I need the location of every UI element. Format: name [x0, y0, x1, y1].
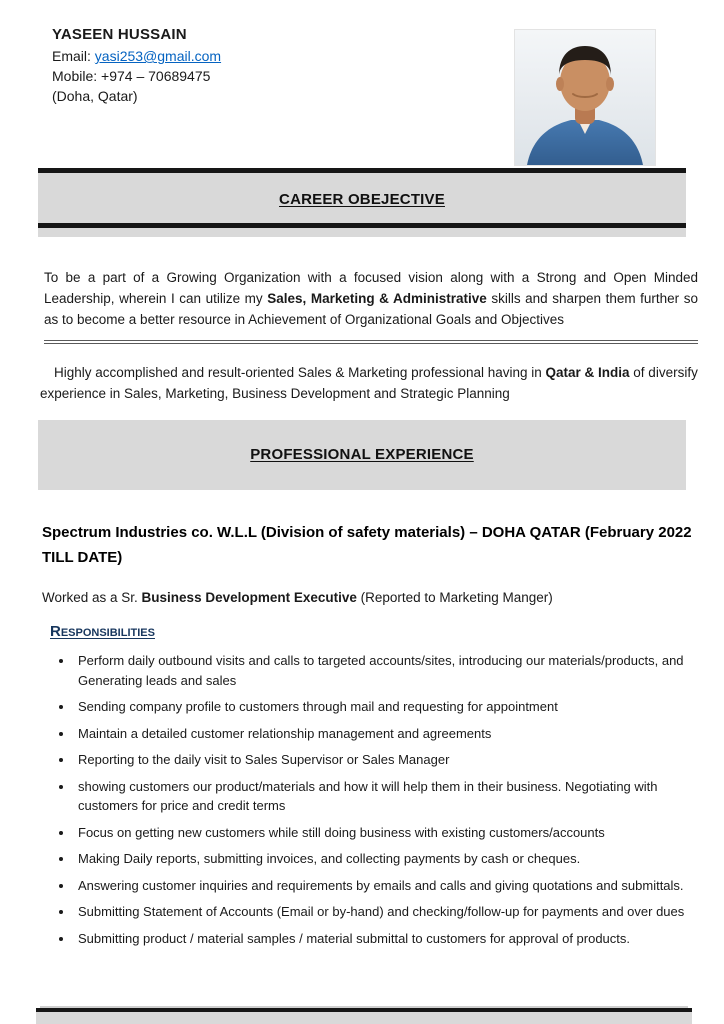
professional-experience-banner: [38, 420, 686, 490]
summary-text-2: of diversify experience in Sales, Marketing, Business Development and Strategic Planning: [40, 365, 698, 401]
responsibilities-title: Responsibilities: [50, 623, 155, 640]
profile-photo: [515, 30, 655, 165]
email-link[interactable]: yasi253@gmail.com: [94, 48, 222, 64]
objective-paragraph: [44, 267, 698, 330]
next-section-banner-partial: [36, 1008, 692, 1024]
responsibility-item: • Sending company profile to customers through mail and requesting for appointment: [74, 697, 694, 717]
email-label: Email:: [52, 48, 95, 64]
role-text-1: Worked as a Sr.: [42, 590, 142, 605]
summary-paragraph: [40, 362, 698, 404]
career-objective-banner: [38, 168, 686, 237]
objective-text-1: To be a part of a Growing Organization with a focused vision along with a Strong and Open Minded Leadership, wherein I can utilize my: [44, 270, 698, 306]
role-text-bold: Business Development Executive: [141, 590, 357, 605]
role-text-2: (Reported to Marketing Manger): [356, 590, 553, 605]
responsibility-item: • Focus on getting new customers while still doing business with existing customers/accounts: [74, 823, 694, 843]
responsibility-item: • Answering customer inquiries and requirements by emails and calls and giving quotations and submittals.: [74, 876, 694, 896]
mobile-line: Mobile: +974 – 70689475: [52, 68, 211, 84]
responsibility-item: • Submitting product / material samples / material submittal to customers for approval of products.: [74, 929, 694, 949]
role-line: [42, 590, 698, 605]
summary-text-1: Highly accomplished and result-oriented Sales & Marketing professional having in: [54, 365, 546, 380]
responsibilities-list: [0, 651, 694, 948]
objective-divider-line: [44, 340, 698, 344]
objective-text-2: skills and sharpen them further so as to become a better resource in Achievement of Organizational Goals and Objectives: [44, 291, 698, 327]
location-line: (Doha, Qatar): [52, 88, 138, 104]
responsibility-item: • Perform daily outbound visits and calls to targeted accounts/sites, introducing our materials/products, and Generating leads and sales: [74, 651, 694, 690]
objective-text-bold: Sales, Marketing & Administrative: [267, 291, 487, 306]
responsibility-item: • Reporting to the daily visit to Sales Supervisor or Sales Manager: [74, 750, 694, 770]
responsibility-item: • Making Daily reports, submitting invoices, and collecting payments by cash or cheques.: [74, 849, 694, 869]
candidate-name: YASEEN HUSSAIN: [52, 26, 187, 43]
responsibility-item: • Submitting Statement of Accounts (Email or by-hand) and checking/follow-up for payments and over dues: [74, 902, 694, 922]
responsibility-item: • Maintain a detailed customer relationship management and agreements: [74, 724, 694, 744]
career-objective-title: CAREER OBEJECTIVE: [279, 191, 445, 208]
company-heading: Spectrum Industries co. W.L.L (Division of safety materials) – DOHA QATAR (February 2022 TILL DATE): [42, 524, 692, 566]
professional-experience-title: PROFESSIONAL EXPERIENCE: [250, 446, 474, 463]
profile-photo-image: [515, 30, 655, 165]
summary-text-bold: Qatar & India: [545, 365, 630, 380]
banner-gray-footer: [38, 228, 686, 237]
responsibility-item: • showing customers our product/materials and how it will help them in their business. Negotiating with customers for price and credit terms: [74, 777, 694, 816]
